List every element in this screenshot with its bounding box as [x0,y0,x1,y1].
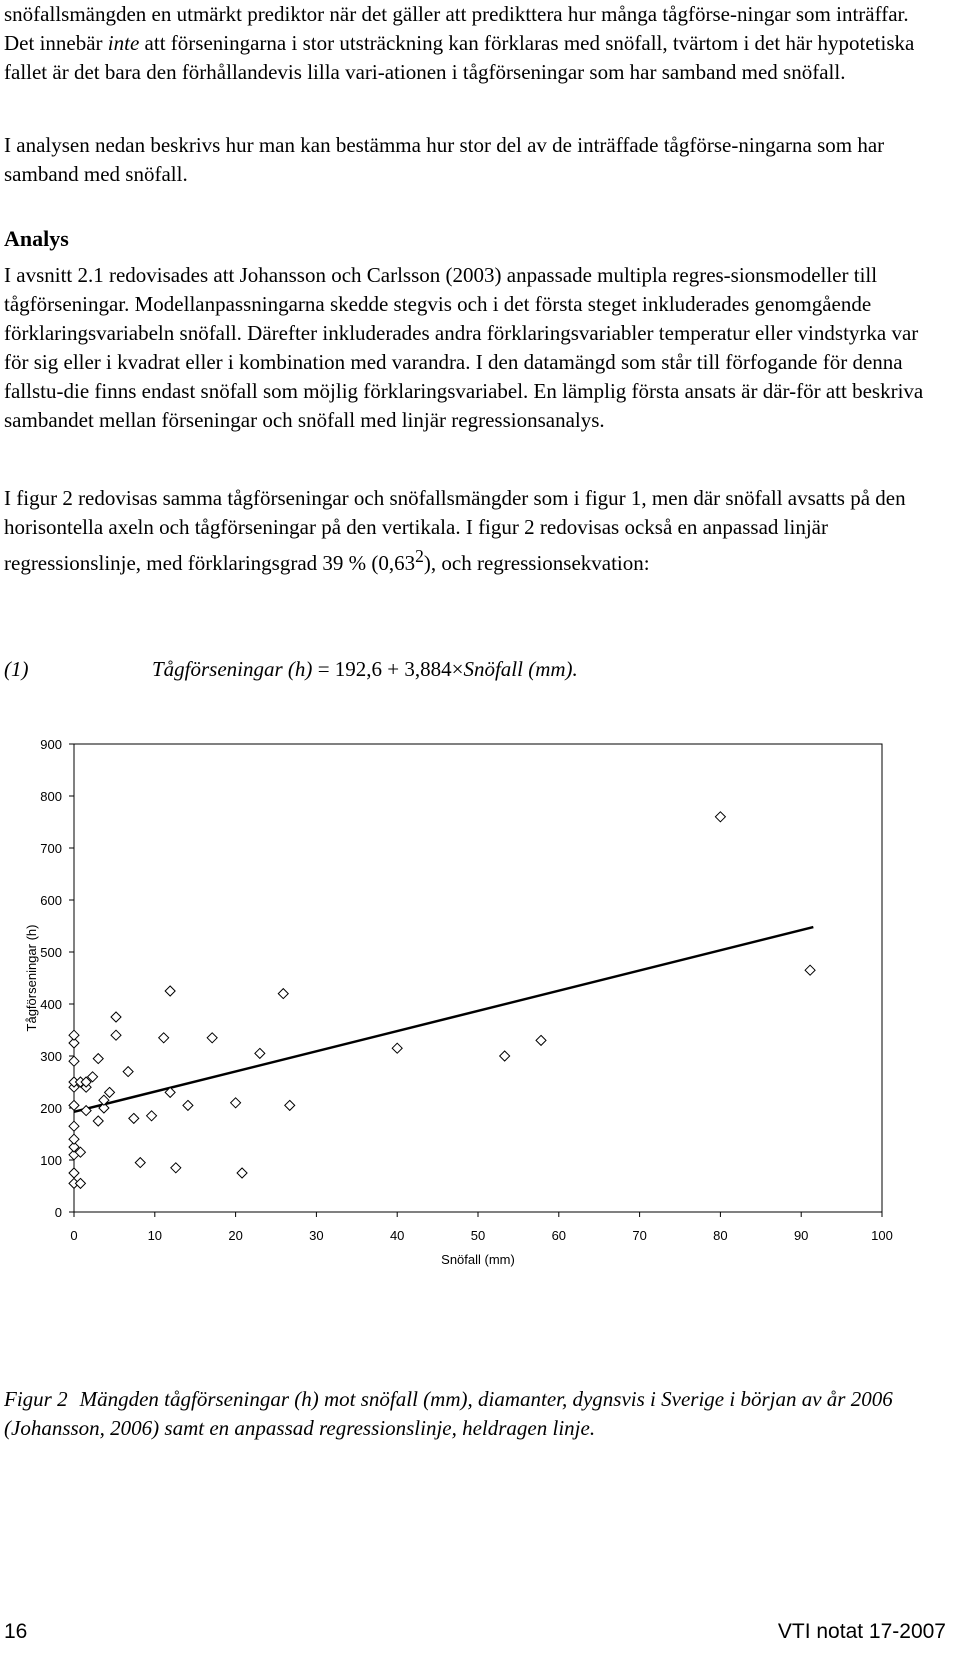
data-point [69,1168,79,1178]
data-point [69,1030,79,1040]
x-tick-label: 80 [713,1228,728,1243]
x-tick-label: 90 [793,1228,809,1243]
x-tick-label: 10 [147,1228,163,1243]
page-number: 16 [4,1620,28,1643]
y-tick-label: 700 [40,841,62,856]
data-point [123,1067,133,1077]
data-point [147,1111,157,1121]
data-point [805,965,815,975]
data-point [536,1035,546,1045]
figure-description-text-end: ), och regressionsekvation: [423,551,650,575]
data-point [715,812,725,822]
data-point [93,1054,103,1064]
equation-expression [152,655,578,684]
data-point [129,1113,139,1123]
y-tick-label: 500 [40,945,62,960]
times-sign: × [451,657,464,681]
x-tick-label: 0 [70,1228,78,1243]
y-tick-label: 900 [40,737,62,752]
data-point [285,1100,295,1110]
data-point [75,1178,85,1188]
y-tick-label: 200 [40,1101,62,1116]
data-point [165,986,175,996]
plot-area-frame [74,744,882,1212]
data-point [237,1168,247,1178]
data-point [69,1100,79,1110]
equation-constant: 192,6 + 3,884 [334,657,452,681]
x-tick-label: 60 [551,1228,567,1243]
paragraph-figure-description [4,484,944,578]
paragraph-intro [4,0,944,87]
data-point [111,1030,121,1040]
data-point [183,1100,193,1110]
caption-text: Mängden tågförseningar (h) mot snöfall (mm), diamanter, dygnsvis i Sverige i början av år 2006 (Johansson, 2006) samt en anpassad regressionslinje, heldragen linje. [4,1387,893,1440]
superscript: 2 [415,546,424,566]
data-point [278,989,288,999]
section-heading: Analys [4,226,69,251]
x-tick-label: 30 [309,1228,324,1243]
data-point [231,1098,241,1108]
y-tick-label: 0 [54,1205,62,1220]
equation-equals: = [312,657,335,681]
report-id: VTI notat 17-2007 [777,1620,946,1643]
data-point [69,1134,79,1144]
x-tick-label: 100 [871,1228,893,1243]
figure-caption [4,1385,948,1443]
paragraph-method: I avsnitt 2.1 redovisades att Johansson och Carlsson (2003) anpassade multipla regres-sionsmodeller till tågförseningar. Modellanpassningarna skedde stegvis och i det första steget inkluderades genomgående förklaringsvariabeln snöfall. Därefter inkluderades andra förklaringsvariabler temperatur eller vindstyrka var för sig eller i kvadrat eller i kombination med varandra. I den datamängd som står till förfogande för denna fallstu-die finns endast snöfall som möjlig förklaringsvariabel. En lämplig första ansats är där-för att beskriva sambandet mellan förseningar och snöfall med linjär regressionsanalys. [4,263,924,432]
x-axis-label: Snöfall (mm) [441,1252,515,1267]
figure-description-text: I figur 2 redovisas samma tågförseningar och snöfallsmängder som i figur 1, men där snöfall avsatts på den horisontella axeln och tågförseningar på den vertikala. I figur 2 redovisas också en anpassad linjär regressionslinje, med förklaringsgrad 39 % (0,63 [4,486,906,575]
regression-line [74,927,813,1112]
data-point [69,1056,79,1066]
caption-label: Figur 2 [4,1387,68,1411]
data-point [159,1033,169,1043]
data-point [255,1048,265,1058]
y-tick-label: 400 [40,997,62,1012]
data-point [69,1121,79,1131]
data-point [111,1012,121,1022]
y-tick-label: 600 [40,893,62,908]
x-tick-label: 70 [632,1228,647,1243]
data-point [105,1087,115,1097]
paragraph-analysis-description: I analysen nedan beskrivs hur man kan bestämma hur stor del av de inträffade tågförse-ningarna som har samband med snöfall. [4,133,885,186]
data-point [135,1158,145,1168]
equation-number: (1) [4,657,29,681]
intro-text-rest: att förseningarna i stor utsträckning kan förklaras med snöfall, tvärtom i det här hypotetiska fallet är det bara den förhållandevis lilla vari-ationen i tågförseningar som har samband med snöfall. [4,31,915,84]
data-point [500,1051,510,1061]
scatter-chart [0,737,960,1320]
y-tick-label: 800 [40,789,62,804]
intro-emphasis: inte [107,31,140,55]
data-point [93,1116,103,1126]
data-point [392,1043,402,1053]
data-point [207,1033,217,1043]
x-tick-label: 20 [228,1228,243,1243]
y-tick-label: 100 [40,1153,62,1168]
y-tick-label: 300 [40,1049,62,1064]
equation-rhs: Snöfall (mm). [463,657,578,681]
x-tick-label: 40 [389,1228,405,1243]
equation-lhs: Tågförseningar (h) [152,657,313,681]
x-tick-label: 50 [470,1228,486,1243]
data-point [171,1163,181,1173]
y-axis-label: Tågförseningar (h) [24,924,39,1032]
intro-text: snöfallsmängden en utmärkt prediktor när det gäller att predikttera hur många tågförse-ningar som inträffar. Det innebär [4,2,909,55]
